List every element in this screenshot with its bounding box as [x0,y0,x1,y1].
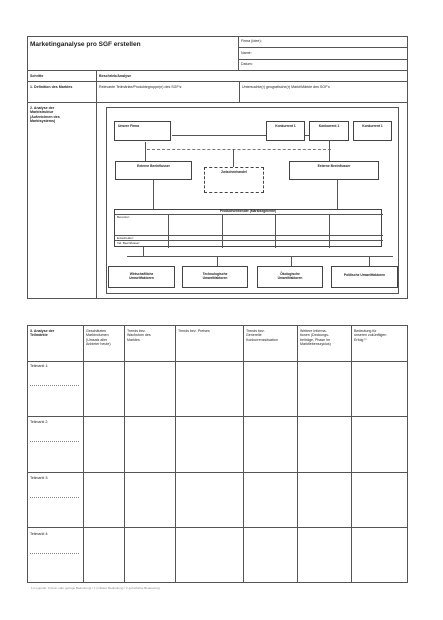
connector [147,149,331,150]
table-col-rule [124,325,125,583]
grid-rule [115,240,383,241]
submarket-row-3-label: Teilmarkt 3: [30,476,49,480]
field-rule [238,59,408,60]
submarket-row-4-label: Teilmarkt 4: [30,532,49,536]
header-rule [27,70,408,71]
connector [291,256,292,266]
market-segments-grid [114,209,382,247]
header-rule [27,81,408,82]
table-header-competition: Trends bez. Generelle Konkurrenzsituation [246,329,278,342]
table-col-rule [297,325,298,583]
name-field-label: Name: [241,51,252,55]
step1-rule [27,102,408,103]
title-divider [238,36,239,70]
competitor-label: Konkurrent 1 [318,124,340,128]
column-header-analysis: Beschrieb/Analyse [99,74,132,78]
intermediary-label: Zwischenhandel [221,170,247,174]
external-influencers-right-box [289,161,379,180]
datum-field-label: Datum: [241,62,253,66]
competitor-label: Konkurrent 1 [362,124,383,128]
segments-title: Produktverwender (Marktsegmente) [219,209,277,213]
table-header-info: Weitere Informa- tionen (Deckungs- beiträge, Phase im Marktlebenszyklus) [300,329,331,347]
external-influencers-left-box [115,161,192,180]
table-header-growth: Trends bez. Wachstum des Marktes [127,329,151,342]
submarket-row-1-line [30,385,79,386]
footnote: 1) Legende: 0 (Kein oder geringe Bedeutung) / 1 (mittlere Bedeutung) / 2 (erhebliche Bedeutung) [31,586,160,590]
field-rule [238,47,408,48]
competitor-label: Konkurrent 1 [275,124,296,128]
grid-rule [329,214,330,248]
table-col-rule [175,325,176,583]
factor-label: Politische Umweltfaktoren [343,273,386,277]
grid-rule [115,235,383,236]
firma-field-label: Firma (Idee): [241,39,262,43]
step1-submarkets-text: Relevante Teilmärkte/Produktegruppe(n) des SGF's: [99,85,183,89]
table-col-rule [351,325,352,583]
grid-rule [275,214,276,248]
table-header-submarkets: 3. Analyse der Teilmärkte [30,329,55,338]
connector [145,142,146,162]
competitor-box-1 [266,121,305,141]
competitor-box-3 [353,121,392,141]
influencers-label: Externe Beeinflusser [317,164,351,168]
intermediary-box [204,167,264,193]
our-firm-label: Unsere Firma [118,124,140,128]
step1-divider [239,81,240,102]
factor-label: Wirtschaftliche Umweltfaktoren [129,272,154,280]
influencers-label: Externe Beeinflusser [137,164,170,168]
competitor-box-2 [309,121,349,141]
economic-factors-box [108,266,175,288]
submarket-row-3-line [30,497,79,498]
connector [217,256,218,266]
political-factors-box [331,266,398,288]
submarket-row-1-label: Teilmarkt 1: [30,364,49,368]
column-header-steps: Schritte [30,74,44,78]
page-title: Marketinganalyse pro SGF erstellen [30,41,141,48]
connector [127,256,393,257]
table-col-rule [243,325,244,583]
grid-rule [168,214,169,248]
connector [153,180,154,210]
step1-label: 1. Definition des Marktes [30,85,73,89]
submarket-row-2-label: Teilmarkt 2: [30,420,49,424]
table-header-price: Trends bez. Preises [178,329,210,333]
connector [337,180,338,210]
table-header-importance: Bedeutung für unseren zukünftigen Erfolg ¹⁾ [354,329,387,342]
segment-row-users: Benutzer: [117,215,130,219]
grid-rule [222,214,223,248]
grid-rule [115,214,383,215]
technological-factors-box [182,266,248,288]
factor-label: Technologische Umweltfaktoren [202,272,228,280]
segment-row-deciders: Entscheider: [117,236,134,240]
step1-geo-market-text: Untersuchte(r) geografische(r) Markt/Märkte des SGF's [242,85,330,89]
table-col-rule [83,325,84,583]
connector [369,256,370,266]
submarket-row-2-line [30,441,79,442]
connector [143,247,144,256]
table-header-volume: Geschätztes Marktvolumen (Umsatz aller Anbieter heute) [86,329,111,347]
segment-row-influencers: Ind. Beeinflusser: [117,241,141,245]
submarket-row-4-line [30,553,79,554]
our-firm-box [114,121,171,141]
steps-divider [96,70,97,299]
connector [233,149,234,169]
ecological-factors-box [257,266,323,288]
factor-label: Ökologische Umweltfaktoren [277,272,303,280]
step2-label: 2. Analyse der Marktstruktur (Aufzeichnen des Marktsystems) [30,106,60,124]
